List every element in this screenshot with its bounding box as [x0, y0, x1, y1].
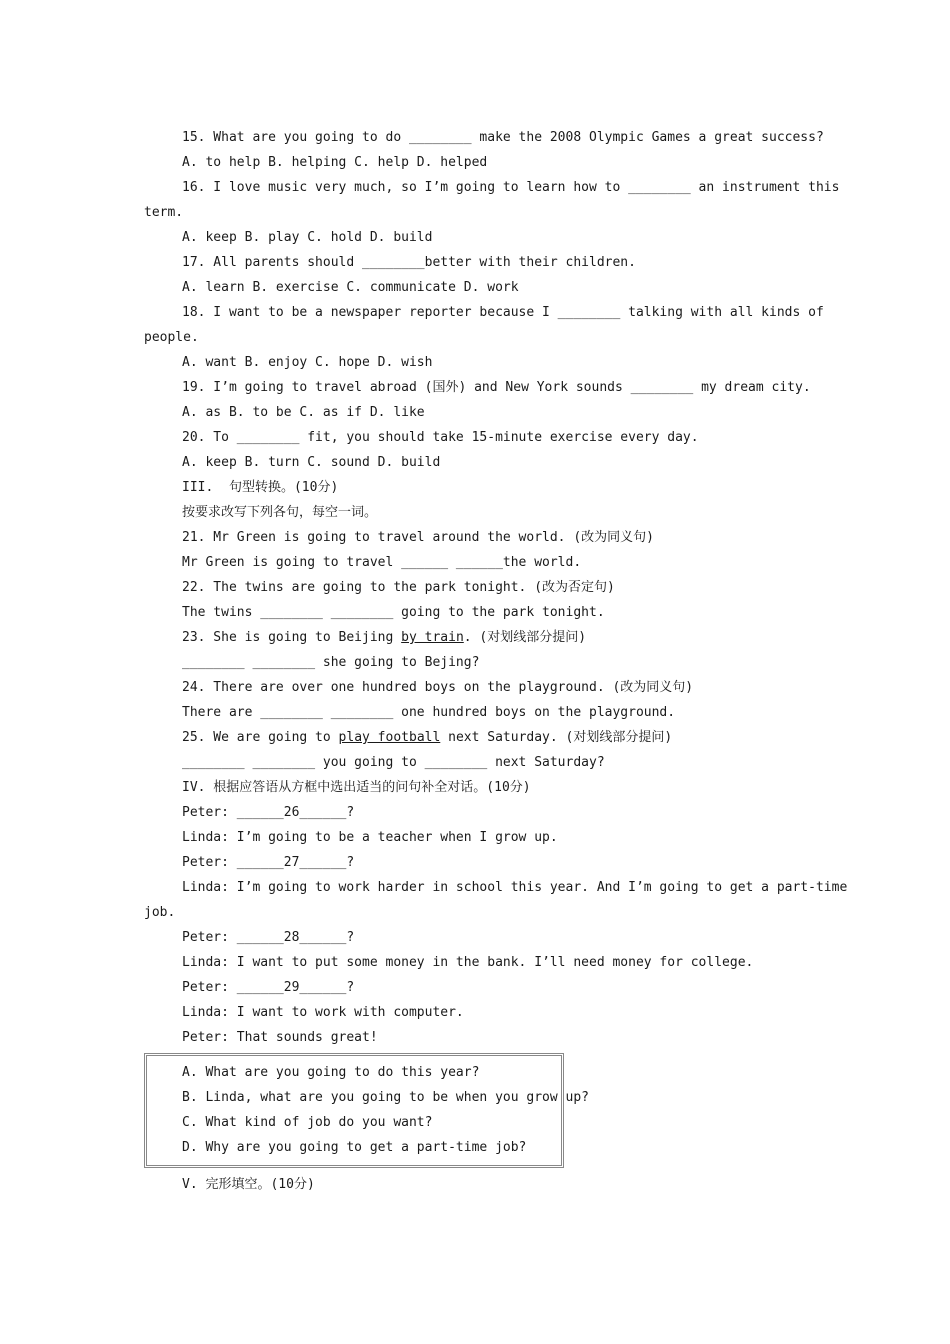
question-23-underlined: by train	[401, 630, 464, 645]
question-23-instruction: . (对划线部分提问)	[463, 630, 587, 645]
worksheet-content	[144, 125, 848, 1197]
question-22: 22. The twins are going to the park tonight. (改为否定句)	[182, 580, 615, 595]
question-16-continued: term.	[144, 205, 184, 220]
answer-line-24: There are ________ ________ one hundred boys on the playground.	[182, 705, 676, 720]
question-25	[144, 725, 804, 750]
option-b: B. Linda, what are you going to be when you grow up?	[182, 1090, 589, 1105]
question-23-text: 23. She is going to Beijing	[182, 630, 402, 645]
question-24: 24. There are over one hundred boys on the playground. (改为同义句)	[182, 680, 694, 695]
dialogue-line: Peter: ______27______?	[182, 855, 355, 870]
answer-line-23: ________ ________ she going to Bejing?	[182, 655, 480, 670]
options-18: A. want B. enjoy C. hope D. wish	[182, 355, 433, 370]
options-box	[144, 1053, 589, 1168]
section-3-title: III. 句型转换。(10分)	[182, 480, 339, 495]
section-5-title: V. 完形填空。(10分)	[182, 1177, 315, 1192]
dialogue-line: Peter: ______26______?	[182, 805, 355, 820]
dialogue-line: Linda: I’m going to work harder in school this year. And I’m going to get a part-time	[182, 880, 848, 895]
question-17: 17. All parents should ________better with their children.	[182, 255, 636, 270]
dialogue-line-continued: job.	[144, 905, 176, 920]
question-19: 19. I’m going to travel abroad (国外) and New York sounds ________ my dream city.	[182, 380, 811, 395]
dialogue-line: Linda: I’m going to be a teacher when I grow up.	[182, 830, 558, 845]
question-25-underlined: play football	[338, 730, 441, 745]
option-d: D. Why are you going to get a part-time job?	[182, 1140, 527, 1155]
answer-line-25: ________ ________ you going to ________ next Saturday?	[182, 755, 605, 770]
options-19: A. as B. to be C. as if D. like	[182, 405, 425, 420]
option-c: C. What kind of job do you want?	[182, 1115, 433, 1130]
question-25-text: 25. We are going to	[182, 730, 339, 745]
question-16: 16. I love music very much, so I’m going to learn how to ________ an instrument this	[182, 180, 840, 195]
dialogue-line: Peter: ______28______?	[182, 930, 355, 945]
dialogue-line: Linda: I want to work with computer.	[182, 1005, 464, 1020]
answer-line-22: The twins ________ ________ going to the park tonight.	[182, 605, 605, 620]
option-a: A. What are you going to do this year?	[182, 1065, 480, 1080]
section-3-instruction: 按要求改写下列各句，每空一词。	[182, 505, 378, 520]
options-17: A. learn B. exercise C. communicate D. work	[182, 280, 519, 295]
question-20: 20. To ________ fit, you should take 15-minute exercise every day.	[182, 430, 699, 445]
question-18: 18. I want to be a newspaper reporter because I ________ talking with all kinds of	[182, 305, 824, 320]
options-20: A. keep B. turn C. sound D. build	[182, 455, 441, 470]
question-25-instruction: next Saturday. (对划线部分提问)	[440, 730, 673, 745]
question-18-continued: people.	[144, 330, 199, 345]
options-16: A. keep B. play C. hold D. build	[182, 230, 433, 245]
dialogue-line: Linda: I want to put some money in the bank. I’ll need money for college.	[182, 955, 754, 970]
answer-line-21: Mr Green is going to travel ______ ______the world.	[182, 555, 582, 570]
options-15: A. to help B. helping C. help D. helped	[182, 155, 488, 170]
dialogue-line: Peter: That sounds great!	[182, 1030, 378, 1045]
question-21: 21. Mr Green is going to travel around the world. (改为同义句)	[182, 530, 654, 545]
section-4-title: IV. 根据应答语从方框中选出适当的问句补全对话。(10分)	[182, 780, 531, 795]
question-23	[144, 625, 804, 650]
dialogue-line: Peter: ______29______?	[182, 980, 355, 995]
question-15: 15. What are you going to do ________ make the 2008 Olympic Games a great success?	[182, 130, 824, 145]
